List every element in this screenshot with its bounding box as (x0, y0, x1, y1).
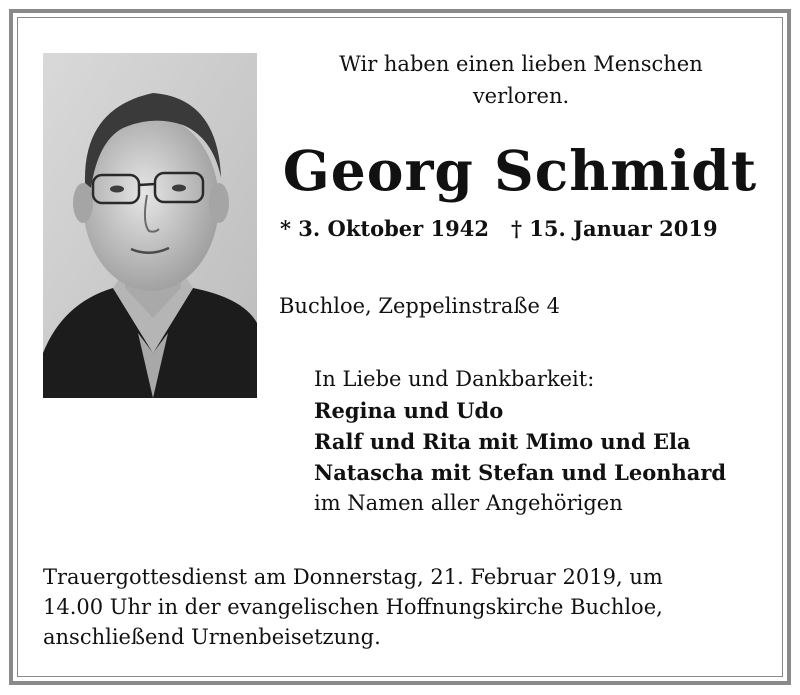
death-date: † 15. Januar 2019 (510, 216, 718, 241)
deceased-name: Georg Schmidt (282, 138, 758, 203)
intro-line-1: Wir haben einen lieben Menschen (339, 52, 703, 76)
intro-text (288, 48, 754, 112)
mourner-name: Regina und Udo (314, 398, 504, 423)
service-line: anschließend Urnenbeisetzung. (43, 625, 381, 649)
service-details (43, 562, 763, 652)
mourners-closing: im Namen aller Angehörigen (314, 491, 623, 515)
birth-date: * 3. Oktober 1942 (280, 216, 489, 241)
mourner-name: Ralf und Rita mit Mimo und Ela (314, 429, 691, 454)
portrait-photo (43, 53, 257, 398)
intro-line-2: verloren. (472, 84, 570, 108)
mourner-name: Natascha mit Stefan und Leonhard (314, 460, 727, 485)
mourners-block (314, 364, 726, 519)
address: Buchloe, Zeppelinstraße 4 (279, 294, 560, 318)
service-line: Trauergottesdienst am Donnerstag, 21. Februar 2019, um (43, 565, 663, 589)
life-dates (280, 213, 760, 245)
service-line: 14.00 Uhr in der evangelischen Hoffnungskirche Buchloe, (43, 595, 663, 619)
mourners-intro: In Liebe und Dankbarkeit: (314, 367, 595, 391)
